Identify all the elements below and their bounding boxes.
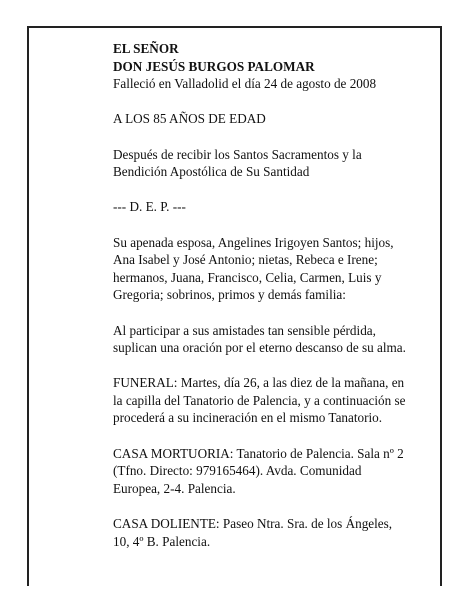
- family-line: Ana Isabel y José Antonio; nietas, Rebeca e Irene;: [113, 252, 378, 268]
- funeral-line: la capilla del Tanatorio de Palencia, y a continuación se: [113, 392, 406, 408]
- request-line: Al participar a sus amistades tan sensible pérdida,: [113, 322, 376, 338]
- death-date-line: Falleció en Valladolid el día 24 de agosto de 2008: [113, 76, 377, 92]
- mourning-house-line: 10, 4º B. Palencia.: [113, 533, 211, 549]
- mortuary-paragraph: [113, 445, 448, 498]
- age-paragraph: [113, 110, 448, 128]
- deceased-header: [113, 40, 448, 93]
- deceased-name: DON JESÚS BURGOS PALOMAR: [113, 58, 315, 74]
- family-line: Gregoria; sobrinos, primos y demás familia:: [113, 287, 346, 303]
- sacraments-paragraph: [113, 146, 448, 181]
- mourning-house-paragraph: [113, 515, 448, 550]
- mortuary-line: (Tfno. Directo: 979165464). Avda. Comunidad: [113, 463, 362, 479]
- funeral-line: procederá a su incineración en el mismo Tanatorio.: [113, 410, 383, 426]
- request-line: suplican una oración por el eterno descanso de su alma.: [113, 340, 406, 356]
- sacraments-line: Bendición Apostólica de Su Santidad: [113, 164, 310, 180]
- mortuary-line: CASA MORTUORIA: Tanatorio de Palencia. Sala nº 2: [113, 445, 404, 461]
- family-line: hermanos, Juana, Francisco, Celia, Carmen, Luis y: [113, 269, 382, 285]
- family-line: Su apenada esposa, Angelines Irigoyen Santos; hijos,: [113, 234, 394, 250]
- funeral-line: FUNERAL: Martes, día 26, a las diez de la mañana, en: [113, 375, 405, 391]
- title-line: EL SEÑOR: [113, 41, 179, 56]
- family-paragraph: [113, 234, 448, 304]
- funeral-paragraph: [113, 374, 448, 427]
- age-line: A LOS 85 AÑOS DE EDAD: [113, 111, 266, 127]
- mortuary-line: Europea, 2-4. Palencia.: [113, 480, 236, 496]
- dep-line: --- D. E. P. ---: [113, 199, 186, 215]
- dep-paragraph: [113, 198, 448, 216]
- request-paragraph: [113, 322, 448, 357]
- sacraments-line: Después de recibir los Santos Sacramentos y la: [113, 146, 362, 162]
- mourning-house-line: CASA DOLIENTE: Paseo Ntra. Sra. de los Ángeles,: [113, 516, 393, 532]
- obituary-notice: [113, 40, 448, 568]
